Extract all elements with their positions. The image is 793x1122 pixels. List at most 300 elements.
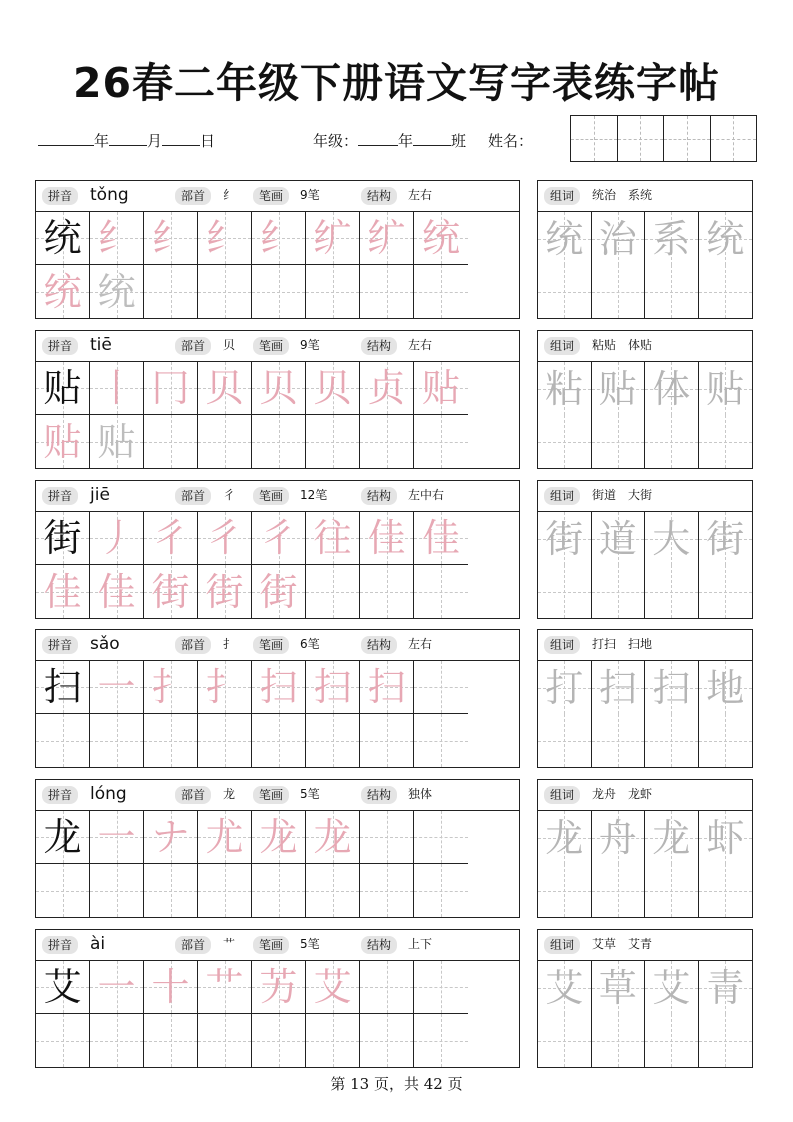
radical-tag: 部首 bbox=[175, 187, 211, 205]
practice-cell[interactable] bbox=[360, 565, 414, 618]
words-tag: 组词 bbox=[544, 337, 580, 355]
practice-cell[interactable] bbox=[306, 864, 360, 917]
word-cell[interactable] bbox=[538, 362, 592, 415]
word-character: 青 bbox=[706, 965, 745, 1010]
word-cell[interactable] bbox=[645, 362, 699, 415]
words-grid bbox=[538, 512, 752, 618]
stroke-step: 贝 bbox=[259, 366, 298, 410]
practice-cell[interactable] bbox=[36, 714, 90, 767]
word-character: 草 bbox=[598, 965, 637, 1010]
practice-cell[interactable] bbox=[144, 661, 198, 714]
words-block bbox=[537, 629, 753, 768]
practice-cell[interactable] bbox=[414, 811, 468, 864]
word-cell[interactable] bbox=[592, 661, 646, 714]
word-cell[interactable] bbox=[699, 512, 753, 565]
practice-cell[interactable] bbox=[252, 661, 306, 714]
word-character: 统 bbox=[545, 216, 584, 261]
words-value: 艾草 艾青 bbox=[592, 937, 653, 951]
practice-cell[interactable] bbox=[306, 961, 360, 1014]
practice-cell[interactable] bbox=[306, 265, 360, 318]
words-grid bbox=[538, 661, 752, 767]
practice-cell[interactable] bbox=[90, 864, 144, 917]
pinyin-tag: 拼音 bbox=[42, 786, 78, 804]
words-value: 龙舟 龙虾 bbox=[592, 787, 653, 801]
word-cell[interactable] bbox=[699, 961, 753, 1014]
words-tag: 组词 bbox=[544, 187, 580, 205]
practice-cell[interactable] bbox=[414, 661, 468, 714]
stroke-step: 扫 bbox=[259, 665, 298, 709]
writing-grid bbox=[36, 961, 519, 1067]
word-cell[interactable] bbox=[592, 362, 646, 415]
practice-cell[interactable] bbox=[36, 961, 90, 1014]
stroke-step: 彳 bbox=[259, 516, 298, 560]
words-tag: 组词 bbox=[544, 786, 580, 804]
practice-cell[interactable] bbox=[198, 1014, 252, 1067]
stroke-step: 街 bbox=[151, 569, 190, 614]
practice-cell[interactable] bbox=[144, 512, 198, 565]
word-character: 体 bbox=[652, 366, 691, 411]
page-footer: 第 13 页，共 42 页 bbox=[330, 1075, 463, 1093]
words-value: 街道 大街 bbox=[592, 488, 653, 502]
stroke-step: 佳 bbox=[367, 516, 406, 560]
page-title: 26春二年级下册语文写字表练字帖 bbox=[72, 59, 721, 107]
practice-cell[interactable] bbox=[36, 565, 90, 618]
pinyin-value: lóng bbox=[90, 784, 127, 804]
pinyin-value: tiē bbox=[90, 335, 112, 355]
stroke-step: 佳 bbox=[97, 569, 136, 614]
practice-cell[interactable] bbox=[306, 661, 360, 714]
words-tag: 组词 bbox=[544, 636, 580, 654]
structure-tag: 结构 bbox=[361, 187, 397, 205]
word-cell[interactable] bbox=[699, 265, 753, 318]
stroke-step: 统 bbox=[421, 216, 460, 260]
word-cell[interactable] bbox=[538, 415, 592, 468]
word-cell[interactable] bbox=[592, 565, 646, 618]
word-character: 舟 bbox=[598, 815, 637, 860]
radical-value: 彳 bbox=[223, 488, 236, 502]
radical-value: 艹 bbox=[223, 937, 236, 951]
word-cell[interactable] bbox=[645, 565, 699, 618]
stroke-step: 纟 bbox=[205, 216, 244, 260]
word-cell[interactable] bbox=[699, 362, 753, 415]
practice-cell[interactable] bbox=[90, 512, 144, 565]
practice-cell[interactable] bbox=[414, 864, 468, 917]
word-cell[interactable] bbox=[645, 212, 699, 265]
word-character: 艾 bbox=[545, 965, 584, 1010]
practice-cell[interactable] bbox=[306, 811, 360, 864]
word-cell[interactable] bbox=[538, 961, 592, 1014]
trace-character: 统 bbox=[97, 269, 136, 314]
word-character: 道 bbox=[598, 516, 637, 561]
stroke-step: 贴 bbox=[43, 419, 82, 464]
word-character: 扫 bbox=[652, 665, 691, 710]
stroke-step: 冂 bbox=[151, 366, 190, 410]
word-cell[interactable] bbox=[592, 512, 646, 565]
word-cell[interactable] bbox=[699, 864, 753, 917]
practice-cell[interactable] bbox=[252, 565, 306, 618]
year-blank[interactable] bbox=[38, 131, 94, 146]
word-cell[interactable] bbox=[699, 1014, 753, 1067]
char-header bbox=[36, 481, 519, 512]
word-cell[interactable] bbox=[538, 512, 592, 565]
model-character: 龙 bbox=[43, 815, 82, 859]
stroke-step: 扫 bbox=[367, 665, 406, 709]
stroke-step: 扌 bbox=[205, 665, 244, 709]
stroke-step: 艾 bbox=[313, 965, 352, 1009]
practice-cell[interactable] bbox=[144, 415, 198, 468]
practice-cell[interactable] bbox=[360, 212, 414, 265]
practice-cell[interactable] bbox=[306, 415, 360, 468]
practice-cell[interactable] bbox=[360, 415, 414, 468]
practice-cell[interactable] bbox=[90, 1014, 144, 1067]
structure-value: 左中右 bbox=[408, 488, 445, 502]
practice-cell[interactable] bbox=[252, 212, 306, 265]
stroke-step: 彳 bbox=[205, 516, 244, 560]
word-cell[interactable] bbox=[699, 565, 753, 618]
word-cell[interactable] bbox=[538, 864, 592, 917]
strokes-tag: 笔画 bbox=[253, 487, 289, 505]
practice-cell[interactable] bbox=[198, 362, 252, 415]
practice-cell[interactable] bbox=[306, 1014, 360, 1067]
practice-cell[interactable] bbox=[144, 714, 198, 767]
stroke-step: 一 bbox=[97, 815, 136, 859]
practice-cell[interactable] bbox=[306, 362, 360, 415]
word-cell[interactable] bbox=[538, 565, 592, 618]
radical-value: 贝 bbox=[223, 338, 236, 352]
practice-cell[interactable] bbox=[360, 811, 414, 864]
practice-cell[interactable] bbox=[252, 265, 306, 318]
practice-cell[interactable] bbox=[198, 811, 252, 864]
char-block bbox=[35, 629, 520, 768]
pinyin-value: ài bbox=[90, 934, 106, 954]
practice-cell[interactable] bbox=[144, 212, 198, 265]
practice-cell[interactable] bbox=[360, 961, 414, 1014]
practice-cell[interactable] bbox=[90, 661, 144, 714]
practice-cell[interactable] bbox=[360, 512, 414, 565]
practice-cell[interactable] bbox=[36, 811, 90, 864]
words-header bbox=[538, 181, 752, 212]
words-value: 粘贴 体贴 bbox=[592, 338, 653, 352]
practice-cell[interactable] bbox=[90, 415, 144, 468]
practice-cell[interactable] bbox=[360, 362, 414, 415]
pinyin-tag: 拼音 bbox=[42, 187, 78, 205]
practice-cell[interactable] bbox=[144, 565, 198, 618]
word-cell[interactable] bbox=[645, 512, 699, 565]
trace-character: 贴 bbox=[97, 419, 136, 464]
char-header bbox=[36, 630, 519, 661]
structure-tag: 结构 bbox=[361, 487, 397, 505]
practice-cell[interactable] bbox=[360, 864, 414, 917]
word-cell[interactable] bbox=[538, 714, 592, 767]
practice-cell[interactable] bbox=[414, 415, 468, 468]
stroke-step: 统 bbox=[43, 269, 82, 314]
strokes-tag: 笔画 bbox=[253, 936, 289, 954]
word-cell[interactable] bbox=[645, 1014, 699, 1067]
practice-cell[interactable] bbox=[144, 1014, 198, 1067]
name-box[interactable] bbox=[570, 115, 757, 162]
grade-blank[interactable] bbox=[358, 131, 398, 146]
words-grid bbox=[538, 362, 752, 468]
practice-cell[interactable] bbox=[414, 212, 468, 265]
practice-cell[interactable] bbox=[36, 1014, 90, 1067]
words-block bbox=[537, 330, 753, 469]
radical-value: 龙 bbox=[223, 787, 236, 801]
practice-cell[interactable] bbox=[36, 512, 90, 565]
practice-cell[interactable] bbox=[414, 961, 468, 1014]
practice-cell[interactable] bbox=[252, 811, 306, 864]
practice-cell[interactable] bbox=[414, 265, 468, 318]
practice-cell[interactable] bbox=[90, 961, 144, 1014]
radical-tag: 部首 bbox=[175, 337, 211, 355]
word-cell[interactable] bbox=[592, 864, 646, 917]
practice-cell[interactable] bbox=[360, 265, 414, 318]
practice-cell[interactable] bbox=[90, 714, 144, 767]
stroke-step: 贝 bbox=[205, 366, 244, 410]
practice-cell[interactable] bbox=[414, 362, 468, 415]
practice-cell[interactable] bbox=[414, 714, 468, 767]
stroke-step: 贞 bbox=[367, 366, 406, 410]
practice-cell[interactable] bbox=[36, 212, 90, 265]
word-character: 治 bbox=[598, 216, 637, 261]
word-character: 贴 bbox=[598, 366, 637, 411]
words-value: 打扫 扫地 bbox=[592, 637, 653, 651]
practice-cell[interactable] bbox=[198, 864, 252, 917]
writing-grid bbox=[36, 661, 519, 767]
model-character: 扫 bbox=[43, 665, 82, 709]
writing-grid bbox=[36, 811, 519, 917]
practice-cell[interactable] bbox=[252, 961, 306, 1014]
word-cell[interactable] bbox=[592, 714, 646, 767]
practice-cell[interactable] bbox=[252, 864, 306, 917]
practice-cell[interactable] bbox=[198, 512, 252, 565]
practice-cell[interactable] bbox=[36, 362, 90, 415]
word-cell[interactable] bbox=[592, 415, 646, 468]
model-character: 艾 bbox=[43, 965, 82, 1009]
stroke-step: 十 bbox=[151, 965, 190, 1009]
practice-cell[interactable] bbox=[198, 212, 252, 265]
pinyin-value: tǒng bbox=[90, 185, 129, 205]
practice-cell[interactable] bbox=[90, 265, 144, 318]
char-block bbox=[35, 330, 520, 469]
structure-tag: 结构 bbox=[361, 786, 397, 804]
words-block bbox=[537, 779, 753, 918]
practice-cell[interactable] bbox=[306, 512, 360, 565]
pinyin-value: sǎo bbox=[90, 634, 120, 654]
stroke-step: 丨 bbox=[97, 366, 136, 410]
char-block bbox=[35, 929, 520, 1068]
word-cell[interactable] bbox=[645, 661, 699, 714]
practice-cell[interactable] bbox=[252, 1014, 306, 1067]
stroke-step: 纟 bbox=[151, 216, 190, 260]
practice-cell[interactable] bbox=[36, 265, 90, 318]
stroke-step: 贝 bbox=[313, 366, 352, 410]
word-character: 打 bbox=[545, 665, 584, 710]
word-character: 地 bbox=[706, 665, 745, 710]
practice-cell[interactable] bbox=[90, 811, 144, 864]
char-block bbox=[35, 779, 520, 918]
char-header bbox=[36, 780, 519, 811]
word-cell[interactable] bbox=[592, 1014, 646, 1067]
radical-tag: 部首 bbox=[175, 786, 211, 804]
pinyin-tag: 拼音 bbox=[42, 337, 78, 355]
word-character: 龙 bbox=[652, 815, 691, 860]
word-cell[interactable] bbox=[645, 265, 699, 318]
practice-cell[interactable] bbox=[198, 415, 252, 468]
practice-cell[interactable] bbox=[252, 415, 306, 468]
structure-value: 上下 bbox=[408, 937, 433, 951]
practice-cell[interactable] bbox=[90, 212, 144, 265]
word-cell[interactable] bbox=[645, 864, 699, 917]
word-cell[interactable] bbox=[592, 811, 646, 864]
practice-cell[interactable] bbox=[360, 714, 414, 767]
stroke-step: 龙 bbox=[259, 815, 298, 859]
stroke-step: 一 bbox=[97, 665, 136, 709]
model-character: 统 bbox=[43, 216, 82, 260]
word-character: 统 bbox=[706, 216, 745, 261]
practice-cell[interactable] bbox=[144, 265, 198, 318]
practice-cell[interactable] bbox=[198, 265, 252, 318]
word-character: 大 bbox=[652, 516, 691, 561]
pinyin-tag: 拼音 bbox=[42, 487, 78, 505]
practice-cell[interactable] bbox=[198, 565, 252, 618]
words-tag: 组词 bbox=[544, 936, 580, 954]
stroke-step: 纟 bbox=[97, 216, 136, 260]
practice-cell[interactable] bbox=[414, 565, 468, 618]
practice-cell[interactable] bbox=[144, 864, 198, 917]
word-cell[interactable] bbox=[645, 811, 699, 864]
practice-cell[interactable] bbox=[414, 512, 468, 565]
words-block bbox=[537, 180, 753, 319]
word-character: 扫 bbox=[598, 665, 637, 710]
pinyin-value: jiē bbox=[90, 485, 110, 505]
strokes-value: 5笔 bbox=[300, 787, 320, 801]
char-block bbox=[35, 480, 520, 619]
structure-tag: 结构 bbox=[361, 337, 397, 355]
strokes-value: 6笔 bbox=[300, 637, 320, 651]
word-cell[interactable] bbox=[592, 265, 646, 318]
word-cell[interactable] bbox=[699, 714, 753, 767]
stroke-step: 佳 bbox=[43, 569, 82, 614]
words-header bbox=[538, 930, 752, 961]
date-line: 年 月 日 bbox=[38, 130, 215, 151]
practice-cell[interactable] bbox=[90, 565, 144, 618]
stroke-step: 街 bbox=[259, 569, 298, 614]
structure-tag: 结构 bbox=[361, 936, 397, 954]
stroke-step: ナ bbox=[151, 815, 190, 859]
words-tag: 组词 bbox=[544, 487, 580, 505]
day-blank[interactable] bbox=[162, 131, 200, 146]
word-cell[interactable] bbox=[645, 415, 699, 468]
stroke-step: 贴 bbox=[421, 366, 460, 410]
practice-cell[interactable] bbox=[144, 961, 198, 1014]
stroke-step: 龙 bbox=[313, 815, 352, 859]
strokes-tag: 笔画 bbox=[253, 337, 289, 355]
practice-cell[interactable] bbox=[90, 362, 144, 415]
practice-cell[interactable] bbox=[252, 714, 306, 767]
practice-cell[interactable] bbox=[198, 661, 252, 714]
practice-cell[interactable] bbox=[252, 362, 306, 415]
model-character: 街 bbox=[43, 516, 82, 560]
char-block bbox=[35, 180, 520, 319]
strokes-tag: 笔画 bbox=[253, 187, 289, 205]
strokes-value: 12笔 bbox=[300, 488, 328, 502]
word-cell[interactable] bbox=[538, 661, 592, 714]
stroke-step: 扫 bbox=[313, 665, 352, 709]
word-cell[interactable] bbox=[699, 212, 753, 265]
word-cell[interactable] bbox=[538, 265, 592, 318]
word-character: 艾 bbox=[652, 965, 691, 1010]
practice-cell[interactable] bbox=[252, 512, 306, 565]
practice-cell[interactable] bbox=[306, 714, 360, 767]
stroke-step: 纩 bbox=[313, 216, 352, 260]
class-line: 年级： 年 班 姓名： bbox=[313, 132, 534, 150]
stroke-step: 街 bbox=[205, 569, 244, 614]
strokes-tag: 笔画 bbox=[253, 636, 289, 654]
structure-tag: 结构 bbox=[361, 636, 397, 654]
practice-cell[interactable] bbox=[36, 864, 90, 917]
strokes-value: 9笔 bbox=[300, 188, 320, 202]
practice-cell[interactable] bbox=[306, 565, 360, 618]
word-cell[interactable] bbox=[592, 212, 646, 265]
stroke-step: 彳 bbox=[151, 516, 190, 560]
word-character: 街 bbox=[545, 516, 584, 561]
practice-cell[interactable] bbox=[360, 1014, 414, 1067]
stroke-step: 尤 bbox=[205, 815, 244, 859]
words-value: 统治 系统 bbox=[592, 188, 653, 202]
month-blank[interactable] bbox=[109, 131, 147, 146]
stroke-step: 扌 bbox=[151, 665, 190, 709]
practice-cell[interactable] bbox=[36, 415, 90, 468]
word-cell[interactable] bbox=[538, 212, 592, 265]
word-cell[interactable] bbox=[538, 1014, 592, 1067]
stroke-step: 丿 bbox=[97, 516, 136, 560]
words-block bbox=[537, 929, 753, 1068]
word-character: 系 bbox=[652, 216, 691, 261]
char-header bbox=[36, 181, 519, 212]
practice-cell[interactable] bbox=[198, 714, 252, 767]
practice-cell[interactable] bbox=[144, 362, 198, 415]
practice-cell[interactable] bbox=[36, 661, 90, 714]
word-cell[interactable] bbox=[538, 811, 592, 864]
word-cell[interactable] bbox=[699, 415, 753, 468]
structure-value: 左右 bbox=[408, 637, 433, 651]
practice-cell[interactable] bbox=[144, 811, 198, 864]
word-character: 贴 bbox=[706, 366, 745, 411]
strokes-value: 9笔 bbox=[300, 338, 320, 352]
pinyin-tag: 拼音 bbox=[42, 936, 78, 954]
word-cell[interactable] bbox=[699, 661, 753, 714]
word-character: 虾 bbox=[706, 815, 745, 860]
practice-cell[interactable] bbox=[198, 961, 252, 1014]
writing-grid bbox=[36, 212, 519, 318]
class-blank[interactable] bbox=[413, 131, 451, 146]
structure-value: 左右 bbox=[408, 188, 433, 202]
radical-value: 扌 bbox=[223, 637, 236, 651]
word-cell[interactable] bbox=[699, 811, 753, 864]
practice-cell[interactable] bbox=[414, 1014, 468, 1067]
radical-tag: 部首 bbox=[175, 936, 211, 954]
words-grid bbox=[538, 212, 752, 318]
char-header bbox=[36, 930, 519, 961]
word-cell[interactable] bbox=[592, 961, 646, 1014]
stroke-step: 纟 bbox=[259, 216, 298, 260]
practice-cell[interactable] bbox=[360, 661, 414, 714]
word-character: 街 bbox=[706, 516, 745, 561]
word-cell[interactable] bbox=[645, 714, 699, 767]
word-cell[interactable] bbox=[645, 961, 699, 1014]
practice-cell[interactable] bbox=[306, 212, 360, 265]
word-character: 粘 bbox=[545, 366, 584, 411]
